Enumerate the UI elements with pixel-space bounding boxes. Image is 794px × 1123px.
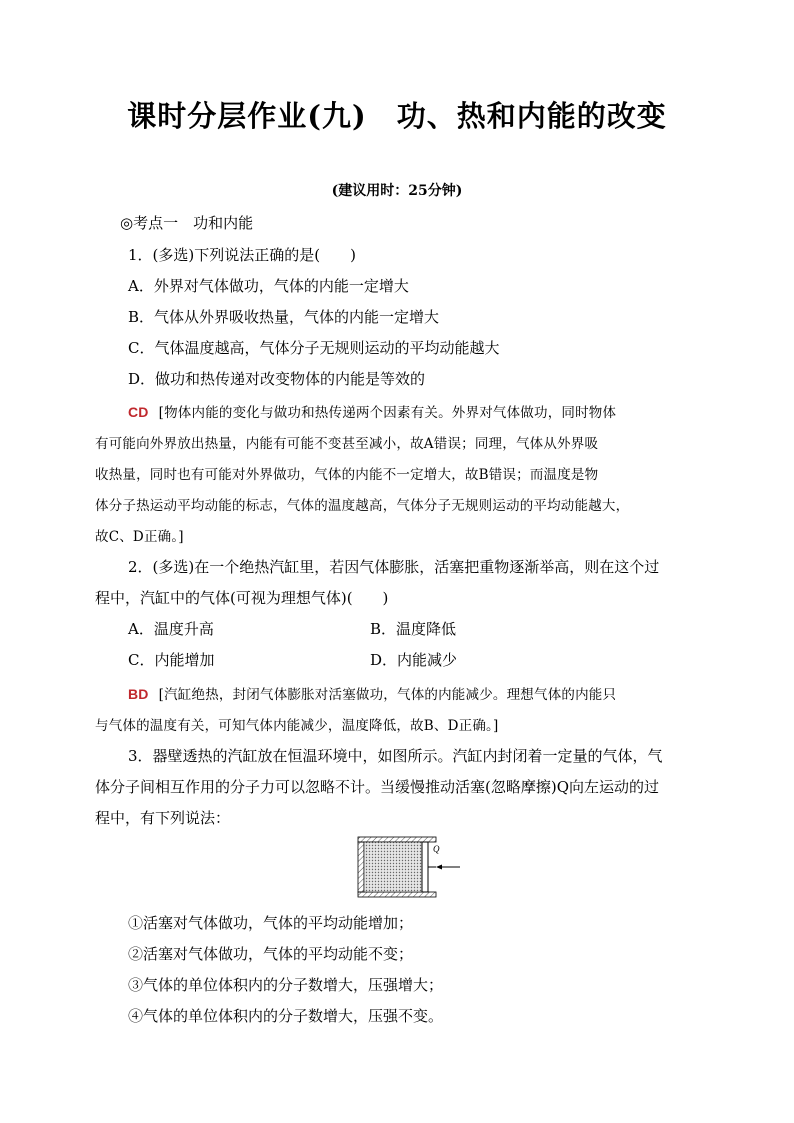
q2-answer: BD (128, 686, 149, 702)
gas-region (364, 842, 422, 892)
q1-option-d: D．做功和热传递对改变物体的内能是等效的 (128, 370, 426, 388)
q1-explain-line: 收热量，同时也有可能对外界做功，气体的内能不一定增大，故B错误；而温度是物 (95, 467, 599, 483)
q1-answer: CD (128, 404, 149, 420)
q1-option-a: A．外界对气体做功，气体的内能一定增大 (128, 277, 409, 295)
q3-statement-1: ①活塞对气体做功，气体的平均动能增加； (128, 914, 414, 932)
q2-option-d: D．内能减少 (370, 651, 458, 669)
q2-option-c: C．内能增加 (128, 651, 215, 669)
q1-explain-line: 有可能向外界放出热量，内能有可能不变甚至减小，故A错误；同理，气体从外界吸 (95, 436, 599, 452)
page-title: 课时分层作业(九) 功、热和内能的改变 (127, 99, 667, 133)
q2-stem: 程中，汽缸中的气体(可视为理想气体)( ) (95, 589, 389, 607)
q1-explain-line: 故C、D正确。] (95, 529, 184, 545)
q3-stem: 程中，有下列说法： (95, 809, 231, 827)
q3-statement-3: ③气体的单位体积内的分子数增大，压强增大； (128, 976, 444, 994)
q1-option-c: C．气体温度越高，气体分子无规则运动的平均动能越大 (128, 339, 500, 357)
q2-explain-line: 与气体的温度有关，可知气体内能减少，温度降低，故B、D正确。] (95, 718, 499, 734)
q2-explain-line: BD [汽缸绝热，封闭气体膨胀对活塞做功，气体的内能减少。理想气体的内能只 (128, 686, 617, 703)
q3-stem: 体分子间相互作用的分子力可以忽略不计。当缓慢推动活塞(忽略摩擦)Q向左运动的过 (95, 778, 660, 796)
q1-option-b: B．气体从外界吸收热量，气体的内能一定增大 (128, 308, 440, 326)
cylinder-bottom-wall (358, 892, 436, 897)
cylinder-top-wall (358, 837, 436, 842)
cylinder-piston-diagram (356, 835, 466, 899)
q3-statement-2: ②活塞对气体做功，气体的平均动能不变； (128, 945, 414, 963)
q3-statement-4: ④气体的单位体积内的分子数增大，压强不变。 (128, 1007, 444, 1025)
q2-option-a: A．温度升高 (128, 620, 214, 638)
q3-stem: 3．器壁透热的汽缸放在恒温环境中，如图所示。汽缸内封闭着一定量的气体，气 (128, 747, 663, 765)
q1-explain-line: 体分子热运动平均动能的标志，气体的温度越高，气体分子无规则运动的平均动能越大， (95, 498, 630, 514)
q1-stem: 1．(多选)下列说法正确的是( ) (128, 246, 356, 264)
section-heading: ◎考点一 功和内能 (120, 214, 254, 232)
piston-label: Q (433, 844, 440, 854)
q2-stem: 2．(多选)在一个绝热汽缸里，若因气体膨胀，活塞把重物逐渐举高，则在这个过 (128, 558, 660, 576)
piston (422, 842, 428, 892)
time-hint: (建议用时：25分钟) (331, 183, 463, 199)
q1-explain-line: CD [物体内能的变化与做功和热传递两个因素有关。外界对气体做功，同时物体 (128, 404, 617, 421)
q2-option-b: B．温度降低 (370, 620, 457, 638)
cylinder-left-wall (358, 842, 364, 892)
